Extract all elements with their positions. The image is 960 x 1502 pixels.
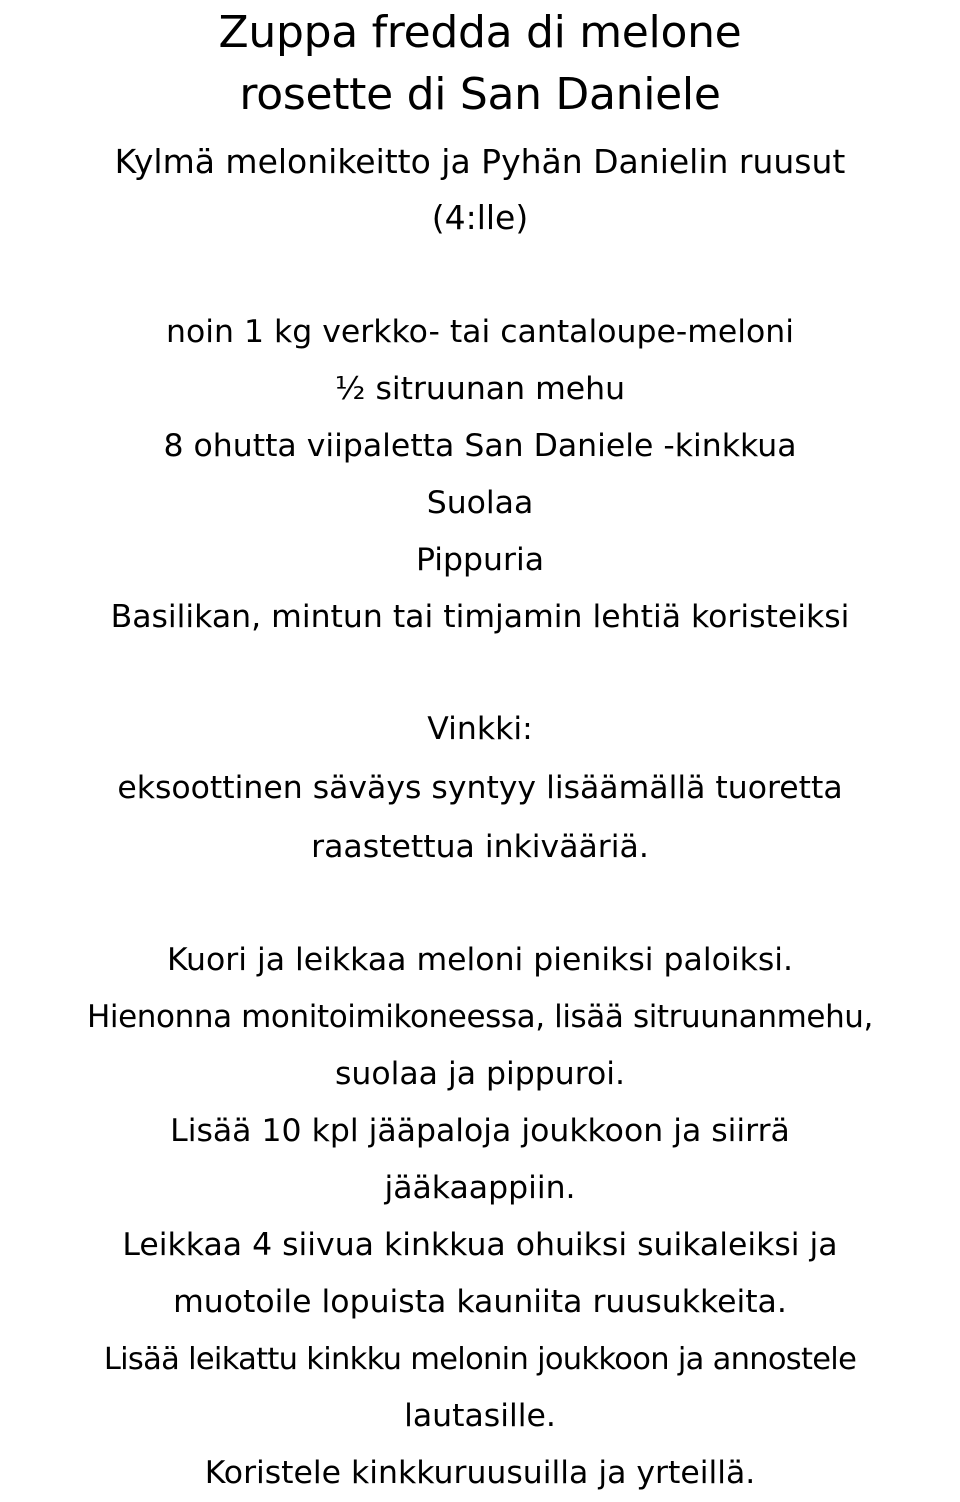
title-line-2: rosette di San Daniele [239, 69, 721, 120]
instruction-line: muotoile lopuista kauniita ruusukkeita. [173, 1284, 787, 1320]
instruction-line: suolaa ja pippuroi. [334, 1056, 626, 1092]
instruction-line: jääkaappiin. [384, 1170, 576, 1206]
tip-section [0, 700, 960, 877]
tip-text-line: eksoottinen säväys syntyy lisäämällä tuoretta [117, 770, 843, 806]
instruction-line: Leikkaa 4 siivua kinkkua ohuiksi suikaleiksi ja [122, 1227, 838, 1263]
subtitle-line-1: Kylmä melonikeitto ja Pyhän Danielin ruusut [114, 142, 846, 181]
instruction-line: Koristele kinkkuruusuilla ja yrteillä. [204, 1455, 756, 1491]
tip-text-line: raastettua inkivääriä. [311, 829, 649, 865]
ingredient-item: ½ sitruunan mehu [334, 371, 626, 407]
tip-heading: Vinkki: [427, 711, 533, 747]
instruction-line: lautasille. [404, 1398, 556, 1434]
instruction-line: Lisää 10 kpl jääpaloja joukkoon ja siirrä [170, 1113, 790, 1149]
ingredient-item: Basilikan, mintun tai timjamin lehtiä koristeiksi [110, 599, 850, 635]
instructions [0, 932, 960, 1502]
instruction-line: Kuori ja leikkaa meloni pieniksi paloiksi. [166, 942, 794, 978]
title-line-1: Zuppa fredda di melone [218, 7, 742, 58]
ingredient-list [0, 304, 960, 646]
subtitle-servings: (4:lle) [431, 198, 529, 237]
ingredient-item: Suolaa [426, 485, 534, 521]
ingredient-item: noin 1 kg verkko- tai cantaloupe-meloni [165, 314, 795, 350]
ingredient-item: 8 ohutta viipaletta San Daniele -kinkkua [163, 428, 797, 464]
ingredient-item: Pippuria [415, 542, 544, 578]
recipe-subtitle [0, 134, 960, 246]
instruction-line: Lisää leikattu kinkku melonin joukkoon ja annostele [103, 1342, 857, 1377]
recipe-title [0, 2, 960, 126]
instruction-line: Hienonna monitoimikoneessa, lisää sitruunanmehu, [86, 999, 874, 1035]
